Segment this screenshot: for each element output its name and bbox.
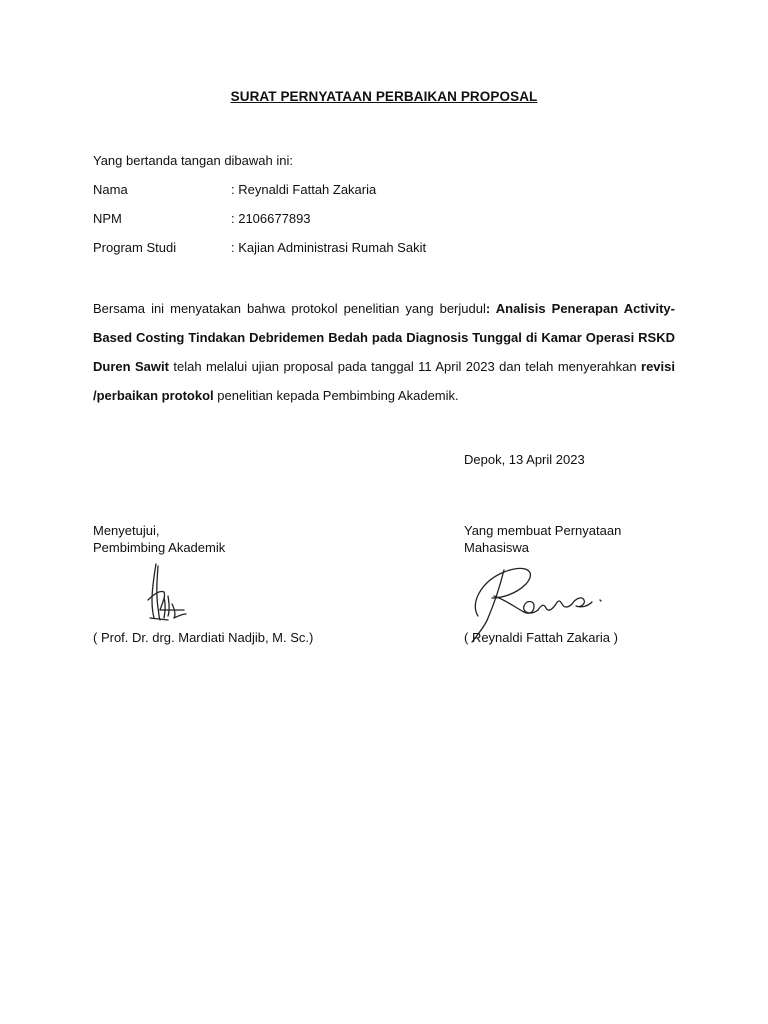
statement-text-1: Bersama ini menyatakan bahwa protokol penelitian yang berjudul bbox=[93, 301, 486, 316]
statement-title-bold: : Analisis Penerapan Activity-Based Costing Tindakan Debridemen Bedah pada Diagnosis Tunggal di Kamar Operasi RSKD Duren Sawit bbox=[93, 301, 675, 374]
statement-revision-bold: revisi /perbaikan protokol bbox=[93, 359, 675, 403]
student-name: ( Reynaldi Fattah Zakaria ) bbox=[464, 630, 618, 645]
advisor-role-label: Pembimbing Akademik bbox=[93, 540, 226, 555]
field-value-nama: : Reynaldi Fattah Zakaria bbox=[231, 182, 377, 197]
field-label-program-studi: Program Studi bbox=[93, 240, 177, 255]
place-date: Depok, 13 April 2023 bbox=[464, 452, 585, 467]
advisor-signature-image bbox=[138, 560, 194, 626]
advisor-name: ( Prof. Dr. drg. Mardiati Nadjib, M. Sc.) bbox=[93, 630, 314, 645]
student-role-label: Mahasiswa bbox=[464, 540, 530, 555]
field-label-nama: Nama bbox=[93, 182, 128, 197]
approval-label: Menyetujui, bbox=[93, 523, 160, 538]
field-value-npm: : 2106677893 bbox=[231, 211, 311, 226]
statement-text-2: telah melalui ujian proposal pada tanggal 11 April 2023 dan telah menyerahkan bbox=[168, 359, 642, 374]
statement-paragraph bbox=[93, 294, 675, 410]
field-label-npm: NPM bbox=[93, 211, 122, 226]
field-value-program-studi: : Kajian Administrasi Rumah Sakit bbox=[231, 240, 427, 255]
declarant-label: Yang membuat Pernyataan bbox=[464, 523, 622, 538]
statement-text-3: penelitian kepada Pembimbing Akademik. bbox=[213, 388, 459, 403]
document-title: SURAT PERNYATAAN PERBAIKAN PROPOSAL bbox=[230, 89, 538, 104]
intro-text: Yang bertanda tangan dibawah ini: bbox=[93, 153, 293, 168]
